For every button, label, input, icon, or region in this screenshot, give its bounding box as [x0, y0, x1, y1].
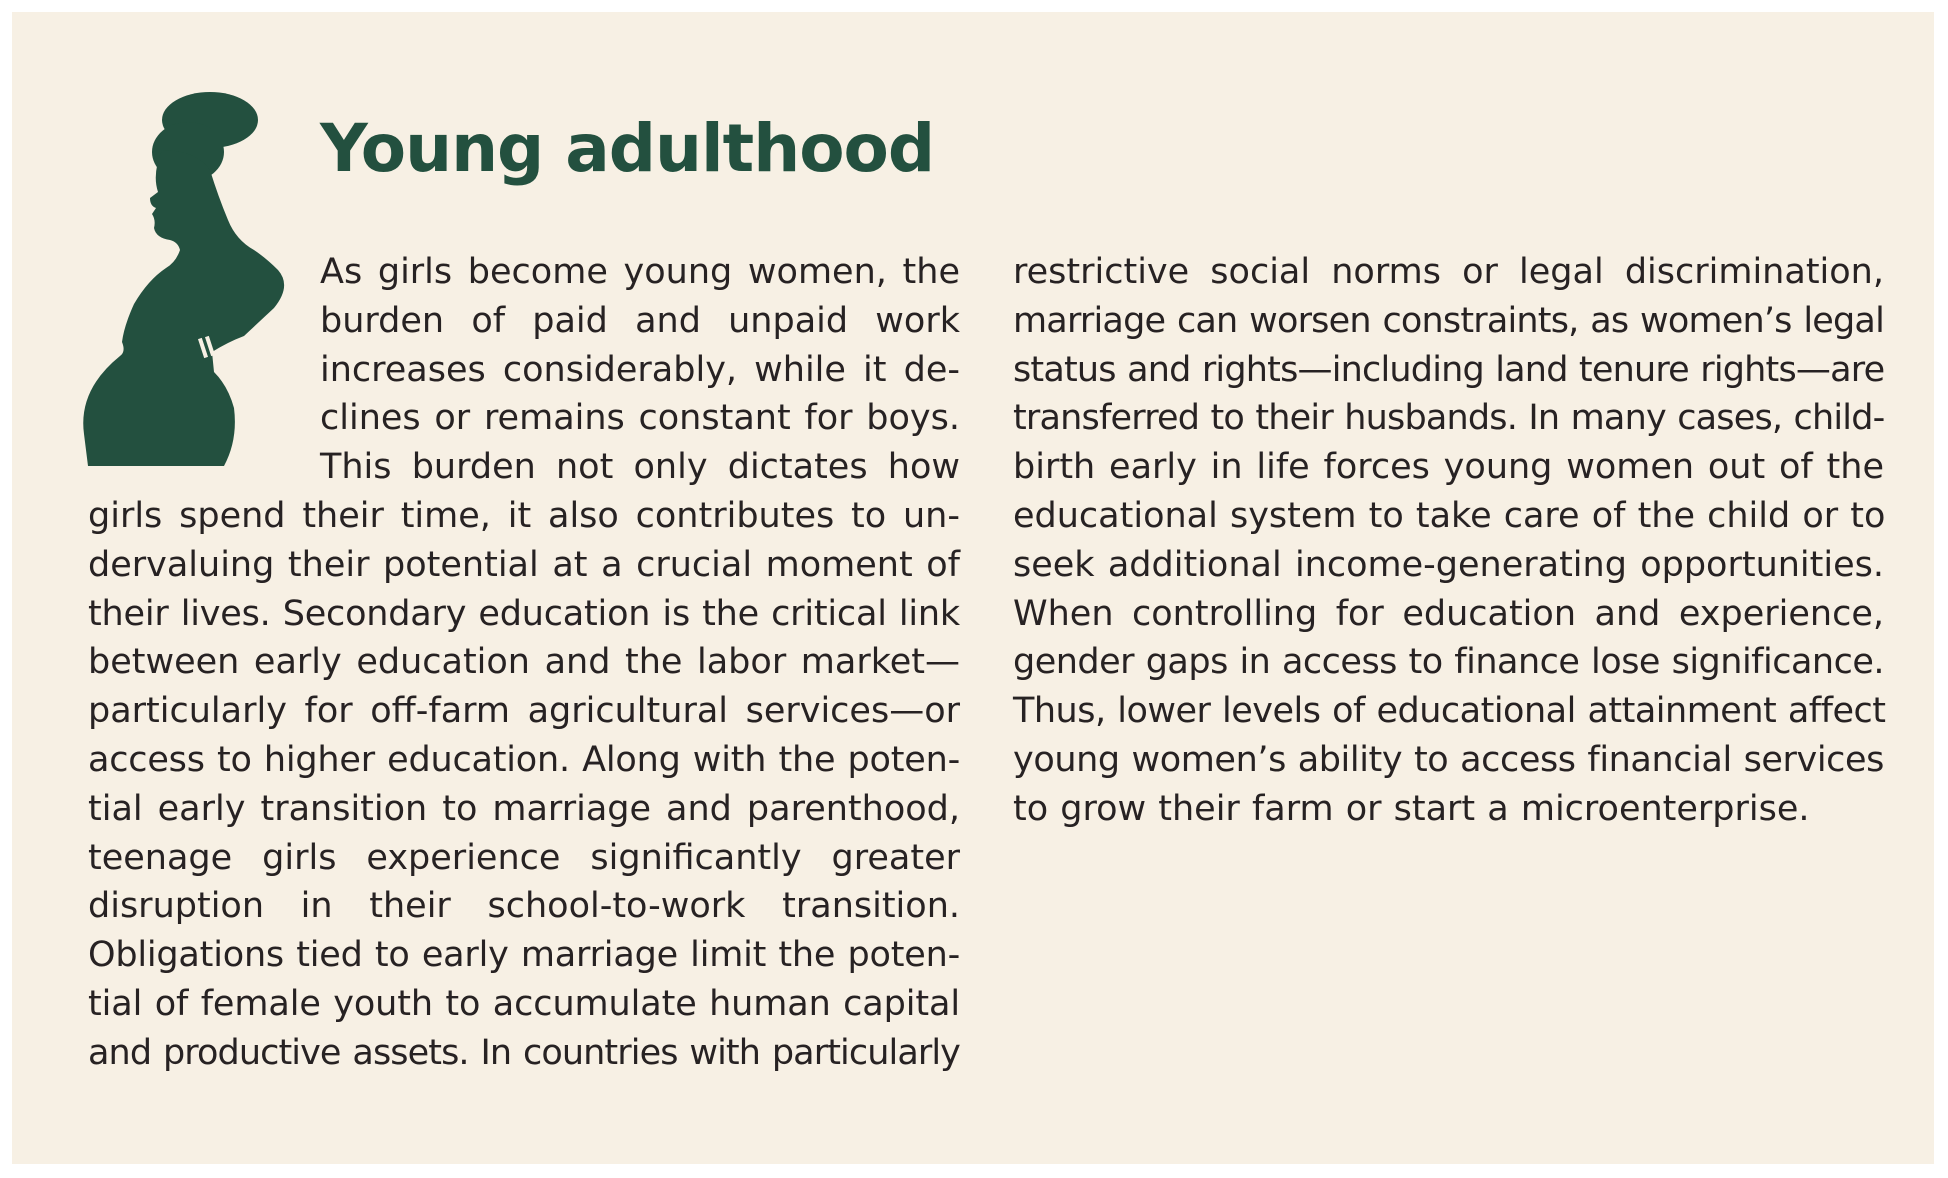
text-line: increases considerably, while it de- [320, 349, 960, 390]
text-line: transferred to their husbands. In many cases, child- [1013, 398, 1885, 439]
text-line: and productive assets. In countries with particularly [88, 1032, 960, 1073]
text-line: seek additional income-generating opportunities. [1013, 544, 1884, 585]
text-line: dervaluing their potential at a crucial moment of [88, 544, 960, 585]
text-line: disruption in their school-to-work transition. [88, 886, 960, 927]
text-line: burden of paid and unpaid work [320, 300, 960, 341]
text-line: teenage girls experience significantly greater [88, 837, 960, 878]
text-line: As girls become young women, the [320, 252, 960, 292]
text-line: status and rights—including land tenure rights—are [1013, 349, 1885, 390]
text-line: access to higher education. Along with the poten- [88, 739, 960, 780]
text-line: Obligations tied to early marriage limit the poten- [88, 935, 960, 976]
text-line: to grow their farm or start a microenterprise. [1013, 788, 1810, 829]
text-line: birth early in life forces young women out of the [1013, 447, 1884, 488]
text-line: Thus, lower levels of educational attainment affect [1013, 691, 1886, 732]
section-title: Young adulthood [320, 110, 935, 187]
text-line: particularly for off-farm agricultural services—or [88, 691, 960, 732]
text-line: clines or remains constant for boys. [320, 398, 960, 439]
text-line: When controlling for education and experience, [1013, 593, 1884, 634]
text-column-right [1013, 248, 1884, 834]
text-line: educational system to take care of the child or to [1013, 495, 1886, 536]
text-line: gender gaps in access to finance lose significance. [1013, 642, 1884, 683]
text-line: marriage can worsen constraints, as women’s legal [1013, 300, 1884, 341]
text-line: This burden not only dictates how [320, 447, 960, 488]
text-line: restrictive social norms or legal discrimination, [1013, 252, 1884, 292]
text-line: their lives. Secondary education is the critical link [88, 593, 960, 634]
text-line: tial early transition to marriage and parenthood, [88, 788, 960, 829]
text-line: between early education and the labor market— [88, 642, 960, 683]
sidebar-box [12, 12, 1934, 1164]
text-line: tial of female youth to accumulate human capital [88, 983, 960, 1024]
text-line: young women’s ability to access financial services [1013, 739, 1884, 780]
text-line: girls spend their time, it also contributes to un- [88, 495, 960, 536]
text-column-left [88, 248, 960, 1078]
